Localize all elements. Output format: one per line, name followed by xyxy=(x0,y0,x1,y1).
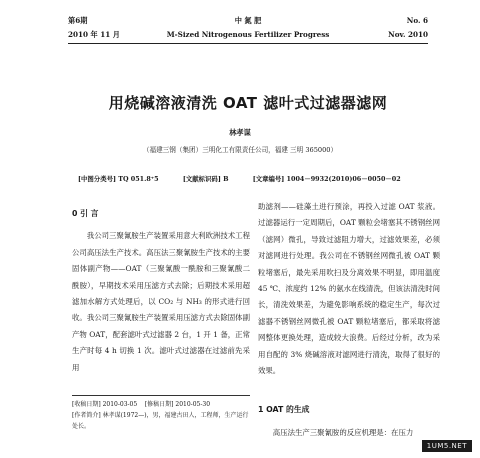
footnote-dates xyxy=(72,399,250,410)
issue-number-en: No. 6 xyxy=(406,16,428,25)
footnote xyxy=(72,395,250,432)
intro-paragraph: 我公司三聚氰胺生产装置采用意大利欧洲技术工程公司高压法生产技术。高压法三聚氰胺生产技术的主要固体副产物——OAT（三聚氰酸一酰胺和三聚氰酸二酰胺），早期技术采用压滤方式去除；后期技术采用超滤加水解方式处理后，以 CO₂ 与 NH₃ 的形式进行回收。我公司三聚氰胺生产装置采用压滤方式去除固体副产物 OAT，配套滤叶式过滤器 2 台，1 开 1 备，正常生产时每 4 h 切换 1 次。滤叶式过滤器在过滤前先采用 xyxy=(72,231,250,372)
date-en: Nov. 2010 xyxy=(388,30,428,39)
received-date: [收稿日期] 2010-03-05 xyxy=(72,401,138,408)
author-affiliation: （福建三钢（集团）三明化工有限责任公司，福建 三明 365000） xyxy=(142,146,338,154)
journal-name-cn: 中 氮 肥 xyxy=(234,16,262,25)
author-note: [作者简介] 林孝谋(1972—)，男，福建古田人，工程师，生产运行处长。 xyxy=(72,412,249,430)
left-column xyxy=(72,206,250,376)
author-name: 林孝谋 xyxy=(229,128,251,137)
date-cn: 2010 年 11 月 xyxy=(68,30,120,39)
journal-header xyxy=(68,10,428,44)
right-column xyxy=(258,199,440,379)
section-oat-text: 高压法生产三聚氰胺的反应机理是：在压力 xyxy=(272,428,414,437)
article-title: 用烧碱溶液清洗 OAT 滤叶式过滤器滤网 xyxy=(108,94,388,112)
right-column-paragraph: 助滤剂——硅藻土进行预涂，再投入过滤 OAT 浆液。过滤器运行一定周期后，OAT 颗粒会堵塞其不锈钢丝网（滤网）微孔，导致过滤阻力增大，过滤效果差，必须对滤网进行处理。我公司在不锈钢丝网微孔被 OAT 颗粒堵塞后，最先采用吹扫及分离效果不明显，即用温度 45 ℃、浓度约 12% 的氨水在线清洗，但该法清洗时间长，清洗效果差，为避免影响系统的稳定生产，每次过滤器不锈钢丝网微孔被 OAT 颗粒堵塞后，都采取将滤网整体更换处理，造成较大浪费。后经过分析，改为采用自配的 3% 烧碱溶液对滤网进行清洗，取得了很好的效果。 xyxy=(258,202,440,376)
watermark-logo: 1UM5.NET xyxy=(422,440,472,452)
section-heading-oat: 1 OAT 的生成 xyxy=(258,405,310,414)
header-rule xyxy=(68,43,428,44)
journal-name-en: M-Sized Nitrogenous Fertilizer Progress xyxy=(166,30,330,39)
document-code: [文献标识码] B xyxy=(182,175,229,183)
clc-number: [中图分类号] TQ 051.8⁺5 xyxy=(78,175,159,183)
issue-number-cn: 第6期 xyxy=(68,16,88,25)
classification-line xyxy=(78,174,428,183)
revised-date: [修稿日期] 2010-05-30 xyxy=(144,401,211,408)
section-heading-intro: 0 引 言 xyxy=(72,209,99,218)
article-number: [文章编号] 1004－9932(2010)06－0050－02 xyxy=(252,175,401,183)
